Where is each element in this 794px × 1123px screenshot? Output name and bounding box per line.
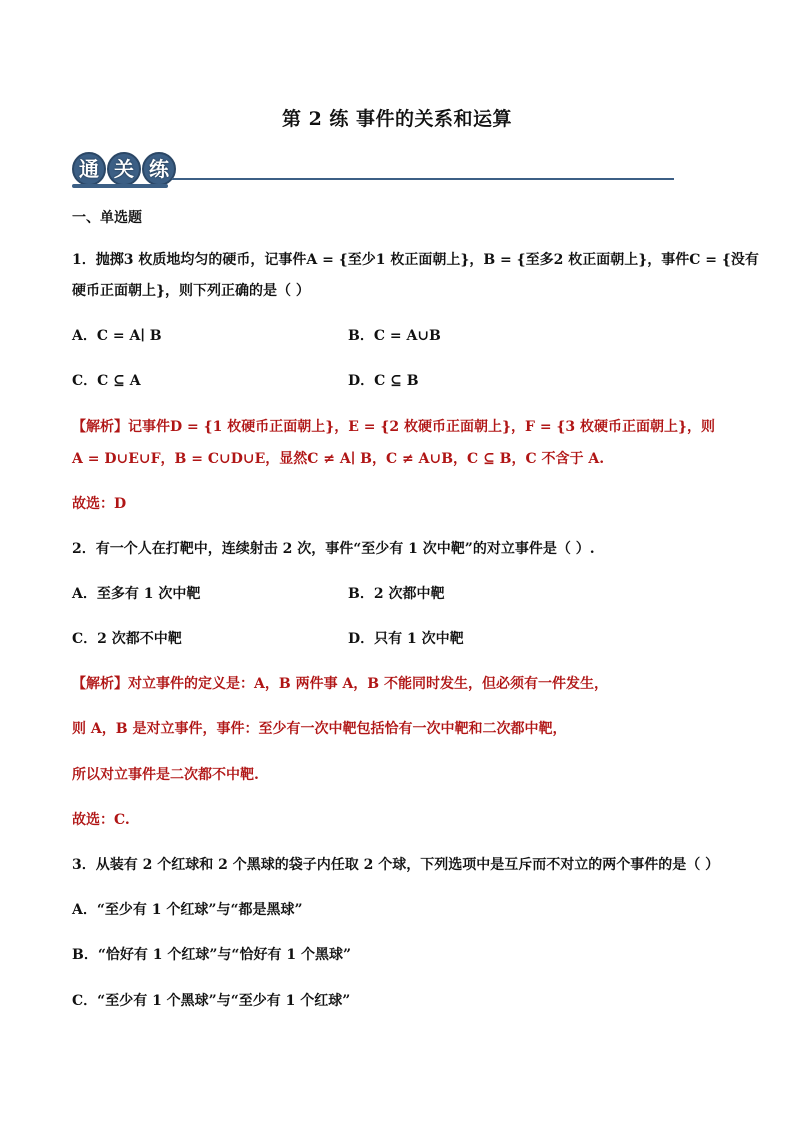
q2-analysis-line3: 所以对立事件是二次都不中靶.	[72, 767, 259, 783]
q1-option-c: C．C ⊆ A	[72, 373, 141, 389]
q2-option-c: C．2 次都不中靶	[72, 631, 182, 647]
q1-answer: 故选：D	[72, 496, 127, 512]
page-title: 第 2 练 事件的关系和运算	[281, 108, 513, 130]
q2-stem: 2．有一个人在打靶中，连续射击 2 次，事件“至少有 1 次中靶”的对立事件是（ ）.	[72, 541, 595, 557]
q2-option-b: B．2 次都中靶	[348, 586, 445, 602]
badge-char-3: 练	[142, 152, 176, 186]
badge-char-2: 关	[107, 152, 141, 186]
q1-option-d: D．C ⊆ B	[348, 373, 419, 389]
tongguanlian-badge	[72, 152, 176, 186]
section-heading: 一、单选题	[72, 210, 142, 226]
q2-analysis-line1: 【解析】对立事件的定义是：A，B 两件事 A，B 不能同时发生，但必须有一件发生，	[72, 676, 609, 692]
q3-option-b: B．“恰好有 1 个红球”与“恰好有 1 个黑球”	[72, 947, 352, 963]
badge-char-1: 通	[72, 152, 106, 186]
q3-option-a: A．“至少有 1 个红球”与“都是黑球”	[72, 902, 303, 918]
q3-option-c: C．“至少有 1 个黑球”与“至少有 1 个红球”	[72, 993, 351, 1009]
q1-option-b: B．C = A∪B	[348, 328, 441, 344]
q1-stem-line1: 1．抛掷3 枚质地均匀的硬币，记事件A = {至少1 枚正面朝上}，B = {至多2 枚正面朝上}，事件C = {没有	[72, 252, 759, 268]
q2-answer: 故选：C.	[72, 812, 130, 828]
q2-analysis-line2: 则 A，B 是对立事件，事件：至少有一次中靶包括恰有一次中靶和二次都中靶，	[72, 721, 567, 737]
q1-option-a: A．C = A∣ B	[72, 328, 162, 344]
banner-divider	[172, 178, 674, 180]
q2-option-d: D．只有 1 次中靶	[348, 631, 464, 647]
q1-analysis-line1: 【解析】记事件D = {1 枚硬币正面朝上}，E = {2 枚硬币正面朝上}，F = {3 枚硬币正面朝上}，则	[72, 419, 716, 435]
section-banner	[72, 152, 674, 192]
q3-stem: 3．从装有 2 个红球和 2 个黑球的袋子内任取 2 个球，下列选项中是互斥而不对立的两个事件的是（ ）	[72, 857, 720, 873]
q2-option-a: A．至多有 1 次中靶	[72, 586, 201, 602]
q1-analysis-line2: A = D∪E∪F，B = C∪D∪E，显然C ≠ A∣ B，C ≠ A∪B，C ⊆ B，C 不含于 A.	[72, 451, 605, 467]
q1-stem-line2: 硬币正面朝上}，则下列正确的是（ ）	[72, 283, 310, 299]
badge-underline	[72, 184, 168, 188]
